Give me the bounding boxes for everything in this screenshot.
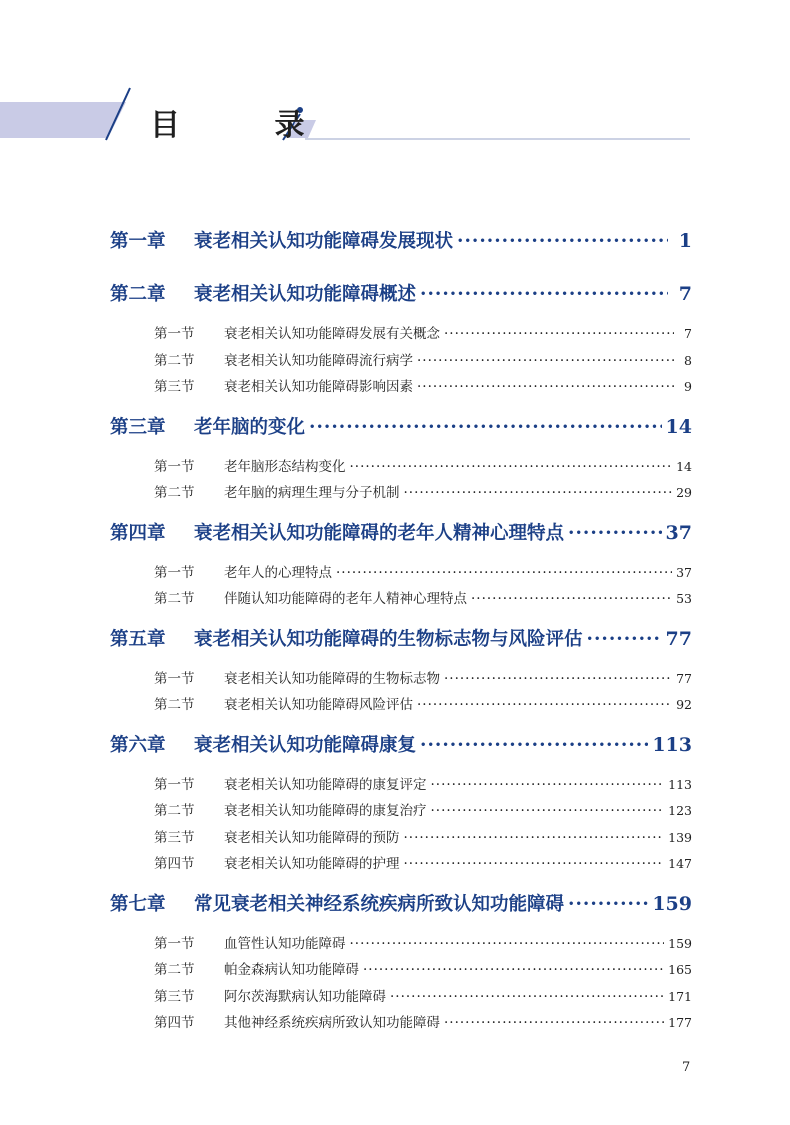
section-title: 衰老相关认知功能障碍影响因素 xyxy=(224,379,413,395)
dot-leader xyxy=(444,1010,664,1037)
toc-section-row[interactable] xyxy=(110,692,692,719)
section-title: 衰老相关认知功能障碍的生物标志物 xyxy=(224,670,440,687)
chapter-number: 第六章 xyxy=(110,734,166,756)
section-title: 衰老相关认知功能障碍的康复评定 xyxy=(224,776,427,793)
dot-leader xyxy=(390,984,664,1011)
section-title: 衰老相关认知功能障碍发展有关概念 xyxy=(224,326,440,342)
section-title: 阿尔茨海默病认知功能障碍 xyxy=(224,988,386,1005)
section-title: 衰老相关认知功能障碍流行病学 xyxy=(224,352,413,369)
section-title: 其他神经系统疾病所致认知功能障碍 xyxy=(224,1015,440,1031)
dot-leader xyxy=(568,878,648,931)
dot-leader xyxy=(420,268,668,321)
dot-leader xyxy=(444,666,672,693)
section-page: 77 xyxy=(676,670,692,686)
toc-section-row[interactable] xyxy=(110,1010,692,1037)
section-number: 第一节 xyxy=(154,935,195,952)
section-title: 老年脑形态结构变化 xyxy=(224,458,346,475)
chapter-page: 113 xyxy=(652,733,692,756)
toc-chapter-row[interactable] xyxy=(110,401,692,454)
dot-leader xyxy=(471,586,672,613)
chapter-number: 第一章 xyxy=(110,231,166,252)
section-number: 第二节 xyxy=(154,962,195,978)
section-title: 老年脑的病理生理与分子机制 xyxy=(224,485,400,501)
toc-chapter-row[interactable] xyxy=(110,719,692,772)
header-decoration xyxy=(0,82,790,142)
section-title: 帕金森病认知功能障碍 xyxy=(224,962,359,978)
dot-leader xyxy=(568,507,662,560)
chapter-number: 第五章 xyxy=(110,628,166,650)
dot-leader xyxy=(431,798,665,825)
dot-leader xyxy=(404,851,665,878)
page-number: 7 xyxy=(682,1060,691,1075)
toc-chapter-row[interactable] xyxy=(110,613,692,666)
section-page: 139 xyxy=(668,829,692,845)
section-number: 第一节 xyxy=(154,326,195,342)
section-number: 第一节 xyxy=(154,776,195,793)
chapter-title: 衰老相关认知功能障碍的生物标志物与风险评估 xyxy=(194,628,583,650)
toc-section-row[interactable] xyxy=(110,321,692,348)
section-title: 老年人的心理特点 xyxy=(224,564,332,581)
header-graphic xyxy=(0,82,790,142)
toc-section-row[interactable] xyxy=(110,666,692,693)
chapter-title: 衰老相关认知功能障碍发展现状 xyxy=(194,231,454,252)
chapter-number: 第四章 xyxy=(110,522,166,544)
chapter-number: 第二章 xyxy=(110,284,166,305)
chapter-title: 衰老相关认知功能障碍康复 xyxy=(194,734,417,756)
toc-section-row[interactable] xyxy=(110,348,692,375)
page-title: 目 录 xyxy=(150,108,347,143)
table-of-contents xyxy=(110,215,692,1037)
chapter-title: 常见衰老相关神经系统疾病所致认知功能障碍 xyxy=(194,893,565,915)
chapter-number: 第七章 xyxy=(110,893,166,915)
dot-leader xyxy=(431,772,665,799)
dot-leader xyxy=(404,825,665,852)
section-page: 177 xyxy=(668,1015,692,1030)
toc-section-row[interactable] xyxy=(110,454,692,481)
section-title: 衰老相关认知功能障碍的康复治疗 xyxy=(224,803,427,819)
section-title: 衰老相关认知功能障碍的预防 xyxy=(224,829,400,846)
section-page: 7 xyxy=(684,326,692,341)
section-page: 8 xyxy=(684,352,692,368)
toc-chapter-row[interactable] xyxy=(110,507,692,560)
toc-chapter-row[interactable] xyxy=(110,268,692,321)
dot-leader xyxy=(444,321,674,348)
section-number: 第三节 xyxy=(154,829,195,846)
chapter-title: 衰老相关认知功能障碍概述 xyxy=(194,284,417,305)
dot-leader xyxy=(417,348,674,375)
dot-leader xyxy=(363,957,664,984)
chapter-page: 37 xyxy=(665,521,692,544)
section-number: 第二节 xyxy=(154,485,195,501)
section-number: 第二节 xyxy=(154,803,195,819)
toc-section-row[interactable] xyxy=(110,560,692,587)
section-number: 第二节 xyxy=(154,352,195,369)
chapter-page: 7 xyxy=(678,283,692,305)
toc-section-row[interactable] xyxy=(110,586,692,613)
section-page: 92 xyxy=(676,697,692,712)
dot-leader xyxy=(336,560,672,587)
section-page: 29 xyxy=(676,485,692,500)
section-title: 衰老相关认知功能障碍风险评估 xyxy=(224,697,413,713)
section-number: 第一节 xyxy=(154,670,195,687)
section-title: 衰老相关认知功能障碍的护理 xyxy=(224,856,400,872)
section-page: 165 xyxy=(668,962,692,977)
section-page: 147 xyxy=(668,856,692,871)
dot-leader xyxy=(350,454,673,481)
toc-section-row[interactable] xyxy=(110,825,692,852)
chapter-title: 衰老相关认知功能障碍的老年人精神心理特点 xyxy=(194,522,565,544)
toc-chapter-row[interactable] xyxy=(110,878,692,931)
toc-section-row[interactable] xyxy=(110,851,692,878)
chapter-page: 1 xyxy=(678,230,692,252)
toc-section-row[interactable] xyxy=(110,984,692,1011)
dot-leader xyxy=(404,480,673,507)
section-page: 113 xyxy=(668,776,692,792)
section-number: 第二节 xyxy=(154,697,195,713)
dot-leader xyxy=(350,931,665,958)
dot-leader xyxy=(420,719,648,772)
toc-section-row[interactable] xyxy=(110,957,692,984)
section-number: 第三节 xyxy=(154,988,195,1005)
chapter-number: 第三章 xyxy=(110,416,166,438)
section-page: 53 xyxy=(676,591,692,606)
section-page: 123 xyxy=(668,803,692,818)
section-number: 第一节 xyxy=(154,564,195,581)
chapter-title: 老年脑的变化 xyxy=(194,416,306,438)
section-page: 159 xyxy=(668,935,692,951)
dot-leader xyxy=(417,374,674,401)
dot-leader xyxy=(457,215,668,268)
dot-leader xyxy=(417,692,672,719)
section-page: 9 xyxy=(684,379,692,394)
chapter-page: 77 xyxy=(665,627,692,650)
dot-leader xyxy=(309,401,662,454)
section-title: 伴随认知功能障碍的老年人精神心理特点 xyxy=(224,591,467,607)
toc-section-row[interactable] xyxy=(110,480,692,507)
section-number: 第一节 xyxy=(154,458,195,475)
toc-section-row[interactable] xyxy=(110,374,692,401)
toc-chapter-row[interactable] xyxy=(110,215,692,268)
section-number: 第四节 xyxy=(154,1015,195,1031)
toc-section-row[interactable] xyxy=(110,931,692,958)
section-number: 第四节 xyxy=(154,856,195,872)
chapter-page: 159 xyxy=(652,892,692,915)
toc-section-row[interactable] xyxy=(110,772,692,799)
section-page: 171 xyxy=(668,988,692,1004)
section-page: 37 xyxy=(676,564,692,580)
toc-section-row[interactable] xyxy=(110,798,692,825)
dot-leader xyxy=(587,613,662,666)
section-title: 血管性认知功能障碍 xyxy=(224,935,346,952)
section-page: 14 xyxy=(676,458,692,474)
section-number: 第三节 xyxy=(154,379,195,395)
section-number: 第二节 xyxy=(154,591,195,607)
chapter-page: 14 xyxy=(665,415,692,438)
